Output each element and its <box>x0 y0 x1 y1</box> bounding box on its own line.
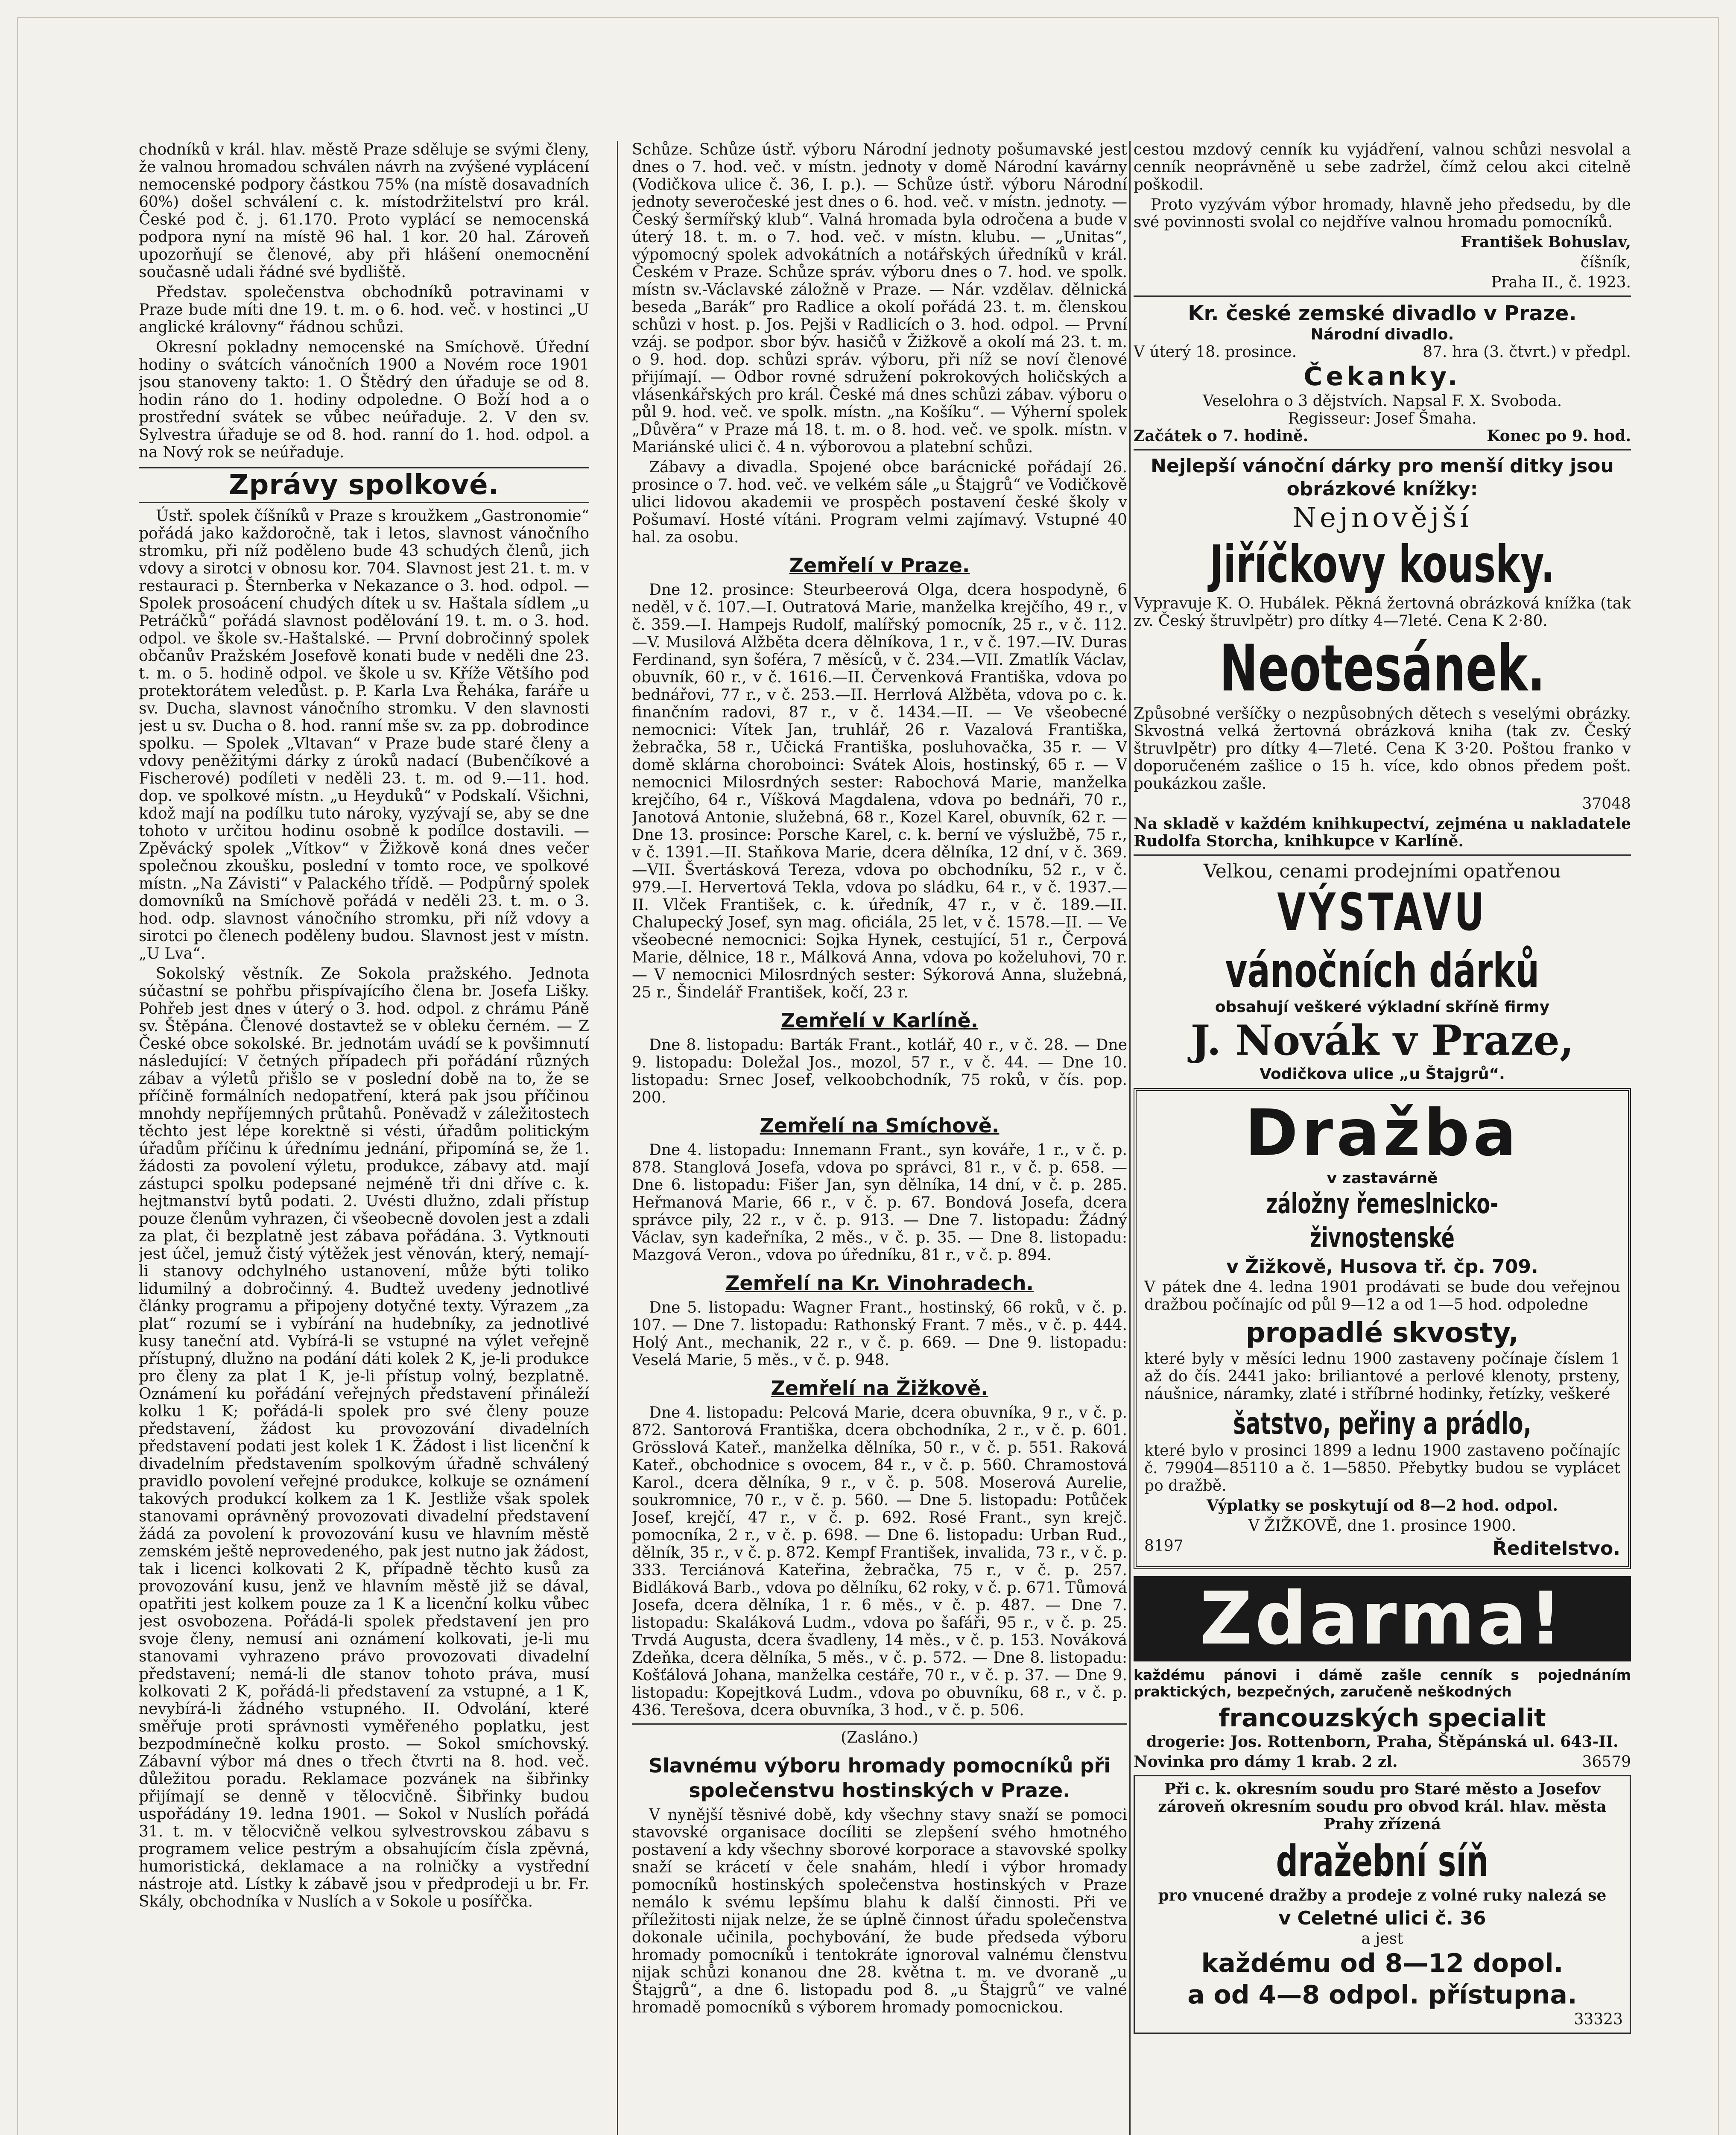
theatre-subtitle: Národní divadlo. <box>1310 326 1454 343</box>
divider <box>1134 449 1631 450</box>
zdarma-footer <box>1134 1753 1631 1771</box>
column-1 <box>139 141 589 2135</box>
divider <box>1134 295 1631 297</box>
drazba-line2: záložny řemeslnicko-živnostenské <box>1266 1188 1499 1254</box>
drazba-footer <box>1144 1537 1620 1560</box>
article-spolky: Ústř. spolek číšníků v Praze s kroužkem „Gastronomie“ pořádá jako každoročně, tak i letos, slavnost vánočního stromku, při níž poděleno bude 43 schudých členů, jich vdovy a sirotci v obnosu kor. 704. Slavnost jest 21. t. m. v restauraci p. Šternberka v Nekazance o 3. hod. odpol. — Spolek prosoácení chudých dítek u sv. Haštala sídlem „u Petráčků“ pořádá slavnost podělování 19. t. m. o 3. hod. odpol. ve škole sv.-Haštalské. — První dobročinný spolek občanův Pražském Josefově konati bude v neděli dne 23. t. m. o 5. hodině odpol. ve škole u sv. Kříže Většího pod protektorátem veledůst. p. P. Karla Lva Řeháka, faráře u sv. Ducha, slavnost vánočního stromku. V den slavnosti jest u sv. Ducha o 8. hod. ranní mše sv. za pp. dobrodince spolku. — Spolek „Vltavan“ v Praze bude staré členy a vdovy peněžitými dárky z úroků nadací (Bubenčíkové a Fischerové) podíleti v neděli 23. t. m. od 9.—11. hod. dop. ve spolkové místn. „u Heyduků“ v Podskalí. Všichni, kdož mají na podílku tuto nároky, vyzývají se, aby se dne tohoto v určitou hodinu osobně k podílce dostavili. — Zpěvácký spolek „Vítkov“ v Žižkově koná dnes večer společnou zkoušku, poslední v tomto roce, ve spolkové místn. „Na Závisti“ v Palackého třídě. — Podpůrný spolek domovníků na Smíchově pořádá v neděli 23. t. m. o 3. hod. odp. slavnost vánočního stromku, při níž vdovy a sirotci po členech poděleny budou. Slavnost jest v místn. „U Lva“. <box>139 507 589 962</box>
zaslano-label: (Zasláno.) <box>841 1729 918 1746</box>
novak-sub: obsahují veškeré výkladní skříně firmy <box>1215 998 1550 1016</box>
divider <box>1134 854 1631 856</box>
letter-continuation: cestou mzdový cenník ku vyjádření, valnou schůzi nesvolal a cenník neoprávněně u sebe zadržel, čímž celou akci citelně poškodil. <box>1134 141 1631 193</box>
deaths-smichov: Dne 4. listopadu: Innemann Frant., syn kováře, 1 r., v č. p. 878. Stanglová Josefa, vdova po správci, 81 r., v č. p. 658. — Dne 6. listopadu: Fišer Jan, syn dělníka, 14 dní, v č. p. 285. Heřmanová Marie, 66 r., v č. p. 67. Bondová Josefa, dcera správce pily, 22 r., v č. p. 913. — Dne 7. listopadu: Žádný Václav, syn kadeřníka, 2 měs., v č. p. 35. — Dne 8. listopadu: Mazgová Veron., vdova po úředníku, 81 r., v č. p. 894. <box>632 1141 1127 1264</box>
novak-name: J. Novák v Praze, <box>1190 1016 1574 1065</box>
heading-zemreli-praha: Zemřelí v Praze. <box>789 554 970 577</box>
theatre-play: Čekanky. <box>1303 362 1461 392</box>
novak-word2-wrap <box>1134 943 1631 998</box>
sin-address: v Celetné ulici č. 36 <box>1278 1907 1486 1929</box>
zdarma-novinka: Novinka pro dámy 1 krab. 2 zl. <box>1134 1753 1398 1771</box>
sin-text1: Při c. k. okresním soudu pro Staré město a Josefov zároveň okresním soudu pro obvod král. hlav. města Prahy zřízená <box>1158 1780 1607 1833</box>
section-title-spolkove: Zprávy spolkové. <box>139 467 589 503</box>
deaths-praha: Dne 12. prosince: Steurbeerová Olga, dcera hospodyně, 6 neděl, v č. 107.—I. Outratová Marie, manželka krejčího, 49 r., v č. 359.—I. Hampejs Rudolf, malířský pomocník, 25 r., v č. 112.—V. Musilová Alžběta dcera dělníkova, 1 r., v č. 197.—IV. Duras Ferdinand, syn šoféra, 7 měsíců, v č. 234.—VII. Zmatlík Václav, obuvník, 60 r., v č. 1616.—II. Červenková Františka, vdova po bednářovi, 77 r., v č. 253.—II. Herrlová Alžběta, vdova po c. k. finančním radovi, 87 r., v č. 1434.—II. — Ve všeobecné nemocnici: Vítek Jan, truhlář, 26 r. Vazalová Františka, žebračka, 58 r., Učická Františka, posluhovačka, 35 r. — V domě sklárna choroboinci: Svátek Alois, hostinský, 65 r. — V nemocnici Milosrdných sester: Rabochová Marie, manželka krejčího, 64 r., Víšková Magdalena, vdova po bednáři, 70 r., Janotová Antonie, služebná, 68 r., Kozel Karel, obuvník, 62 r. — Dne 13. prosince: Porsche Karel, c. k. berní ve výslužbě, 75 r., v č. 1391.—II. Staňkova Marie, dcera dělníka, 12 dní, v č. 369.—VII. Švertásková Tereza, vdova po obchodníku, 52 r., v č. 979.—I. Hervertová Tekla, vdova po sládku, 64 r., v č. 1937.—II. Vlček František, c. k. úředník, 47 r., v č. 189.—II. Chalupecký Josef, syn mag. oficiála, 25 let, v č. 1578.—II. — Ve všeobecné nemocnici: Sojka Hynek, cestující, 51 r., Čerpová Marie, dělnice, 18 r., Málková Anna, vdova po koželuhovi, 70 r. — V nemocnici Milosrdných sester: Sýkorová Anna, služebná, 25 r., Šindelář František, kočí, 23 r. <box>632 581 1127 1001</box>
novak-word2: vánočních dárků <box>1225 943 1540 998</box>
drazba-number: 8197 <box>1144 1537 1184 1555</box>
books-title-2-wrap <box>1134 632 1631 705</box>
sin-text2: pro vnucené dražby a prodeje z volné ruky nalezá se <box>1158 1886 1607 1904</box>
signature-role: číšník, <box>1580 254 1631 271</box>
theatre-performance: 87. hra (3. čtvrt.) v předpl. <box>1423 343 1631 361</box>
drazba-text1: V pátek dne 4. ledna 1901 prodávati se bude dou veřejnou dražbou počínajíc od půl 9—12 a od 1—5 hod. odpoledne <box>1144 1278 1620 1313</box>
drazba-sign: Ředitelstvo. <box>1492 1538 1620 1559</box>
books-title-2: Neotesánek. <box>1219 632 1545 706</box>
divider <box>632 1723 1127 1725</box>
heading-slavnemu-vyboru: Slavnému výboru hromady pomocníků při společenstvu hostinských v Praze. <box>648 1754 1111 1802</box>
novak-word1-wrap <box>1134 883 1631 943</box>
ad-drazba <box>1134 1088 1631 1569</box>
heading-zemreli-vinohrady: Zemřelí na Kr. Vinohradech. <box>725 1272 1034 1295</box>
ad-novak <box>1134 860 1631 1083</box>
heading-zemreli-zizkov: Zemřelí na Žižkově. <box>771 1377 988 1400</box>
drazba-place: V ŽIŽKOVĚ, dne 1. prosince 1900. <box>1248 1517 1517 1535</box>
signature-place: Praha II., č. 1923. <box>1491 274 1631 291</box>
drazba-label1: propadlé skvosty, <box>1245 1317 1519 1349</box>
books-title-1-wrap <box>1134 535 1631 595</box>
drazba-title: Dražba <box>1245 1096 1520 1170</box>
theatre-end: Konec po 9. hod. <box>1487 427 1631 445</box>
drazba-label2: šatstvo, peřiny a prádlo, <box>1233 1406 1531 1441</box>
letter-appeal: Proto vyzývám výbor hromady, hlavně jeho předsedu, by dle své povinnosti svolal co nejdříve valnou hromadu pomocníků. <box>1134 196 1631 231</box>
column-2 <box>632 141 1127 2135</box>
deaths-zizkov: Dne 4. listopadu: Pelcová Marie, dcera obuvníka, 9 r., v č. p. 872. Santorová Františka, dcera obchodníka, 2 r., v č. p. 601. Grösslová Kateř., manželka dělníka, 50 r., v č. p. 551. Raková Kateř., obchodnice s ovocem, 84 r., v č. p. 560. Chramostová Karol., dcera dělníka, 9 r., v č. p. 508. Moserová Aurelie, soukromnice, 70 r., v č. p. 560. — Dne 5. listopadu: Potůček Josef, krejčí, 47 r., v č. p. 692. Rosé Frant., syn krejč. pomocníka, 2 r., v č. p. 698. — Dne 6. listopadu: Urban Rud., dělník, 35 r., v č. p. 872. Kempf František, invalida, 73 r., v č. p. 333. Terciánová Kateřina, žebračka, 75 r., v č. p. 257. Bidláková Barb., vdova po dělníku, 62 roky, v č. p. 671. Tůmová Josefa, dcera dělníka, 1 r. 6 měs., v č. p. 487. — Dne 7. listopadu: Skaláková Ludm., vdova po šafáři, 95 r., v č. p. 25. Trvdá Augusta, dcera švadleny, 14 měs., v č. p. 153. Nováková Zdeňka, dcera dělníka, 5 měs., v č. p. 572. — Dne 8. listopadu: Košťálová Johana, manželka cestáře, 70 r., v č. p. 37. — Dne 9. listopadu: Kopejtková Ludm., vdova po obuvníku, 68 r., v č. p. 436. Terešova, dcera obuvníka, 3 hod., v č. p. 506. <box>632 1404 1127 1719</box>
books-ad-number: 37048 <box>1582 795 1631 813</box>
theatre-listing <box>1134 301 1631 445</box>
letter-slavnemu-vyboru: V nynější těsnivé době, kdy všechny stavy snaží se pomoci stavovské organisace docíliti se zlepšení svého hmotného postavení a kdy všechny sborové korporace a stavovské spolky snaží se krácetí v čele snahám, hledí i výbor hromady pomocníků hostinských společenstva hostinských v Praze nemálo k svému lepšímu blahu k další činnosti. Při ve příležitosti nijak nelze, že se úplně činnost úřadu společenstva dokonale učinila, pochybování, že bude předseda výboru hromady pomocníků i tentokráte ignoroval valnému členstvu nijak schůzi konanou dne 28. května t. m. ve dvoraně „u Štajgrů“, a dne 6. listopadu pod 8. „u Štajgrů“ ve valné hromadě pomocníků s výborem hromady pomocnickou. <box>632 1806 1127 2016</box>
theatre-date-row <box>1134 343 1631 361</box>
drazba-text4: Výplatky se poskytují od 8—2 hod. odpol. <box>1207 1497 1558 1515</box>
deaths-vinohrady: Dne 5. listopadu: Wagner Frant., hostinský, 66 roků, v č. p. 107. — Dne 7. listopadu: Rathonský Frant. 7 měs., v č. p. 444. Holý Ant., mechanik, 22 r., v č. p. 669. — Dne 9. listopadu: Veselá Marie, 5 měs., v č. p. 948. <box>632 1299 1127 1369</box>
signature-name: František Bohuslav, <box>1461 233 1631 251</box>
column-rule-1 <box>617 141 618 2135</box>
sin-number: 33323 <box>1574 2011 1623 2028</box>
books-title-1: Jiříčkovy kousky. <box>1210 535 1555 594</box>
ad-drazebni-sin <box>1134 1775 1631 2034</box>
zdarma-text: každému pánovi i dámě zašle cenník s pojednáním praktických, bezpečných, zaručeně neškodných <box>1134 1667 1631 1700</box>
heading-zemreli-karlin: Zemřelí v Karlíně. <box>780 1009 979 1032</box>
books-headline: Nejlepší vánoční dárky pro menší ditky jsou obrázkové knížky: <box>1151 455 1614 500</box>
deaths-karlin: Dne 8. listopadu: Barták Frant., kotlář, 40 r., v č. 28. — Dne 9. listopadu: Doležal Jos., mozol, 57 r., v č. 44. — Dne 10. listopadu: Srnec Josef, velkoobchodník, 75 roků, v čís. pop. 200. <box>632 1036 1127 1106</box>
sin-label: dražební síň <box>1276 1836 1489 1886</box>
ad-books <box>1134 455 1631 850</box>
novak-intro: Velkou, cenami prodejními opatřenou <box>1204 860 1561 882</box>
heading-zemreli-smichov: Zemřelí na Smíchově. <box>760 1114 1000 1137</box>
theatre-title: Kr. české zemské divadlo v Praze. <box>1188 301 1577 325</box>
drazba-line1: v zastavárně <box>1327 1170 1438 1187</box>
zdarma-banner: Zdarma! <box>1134 1576 1631 1661</box>
column-rule-2 <box>1129 141 1131 2135</box>
zdarma-shop: drogerie: Jos. Rottenborn, Praha, Štěpánská ul. 643-II. <box>1146 1733 1619 1751</box>
drazba-text2: které byly v měsíci lednu 1900 zastaveny počínaje číslem 1 až do čís. 2441 jako: briliantové a perlové klenoty, prsteny, náušnice, náramky, zlaté i stříbrné hodinky, řetízky, veškeré <box>1144 1350 1620 1403</box>
notice-predstavenstvo: Představ. společenstva obchodníků potravinami v Praze bude míti dne 19. t. m. o 6. hod. več. v hostinci „U anglické královny“ řádnou schůzi. <box>139 284 589 336</box>
zdarma-number: 36579 <box>1582 1753 1631 1771</box>
books-newest: Nejnovější <box>1292 502 1472 534</box>
article-schuze: Schůze. Schůze ústř. výboru Národní jednoty pošumavské jest dnes o 7. hod. več. v místn. jednoty v domě Národní kavárny (Vodičkova ulice č. 36, I. p.). — Schůze ústř. výboru Národní jednoty severočeské jest dnes o 6. hod. več. v místn. jednoty. — Český šermířský klub“. Valná hromada byla odročena a bude v úterý 18. t. m. o 7. hod. več. v místn. klubu. — „Unitas“, výpomocný spolek advokátních a notářských úředníků v král. Českém v Praze. Schůze správ. výboru dnes o 7. hod. ve spolk. místn sv.-Václavské záložně v Praze. — Nár. vzdělav. dělnická beseda „Barák“ pro Radlice a okolí pořádá 23. t. m. členskou schůzi v host. p. Jos. Pejši v Radlicích o 3. hod. odpol. — První vzáj. se podpor. sbor býv. hasičů v Žižkově a okolí má 23. t. m. o 9. hod. dop. schůzi správ. výboru, při níž se noví členové přijímají. — Odbor rovné sdružení pokrokových holičských a vlásenkářských pro král. České má dnes schůzi zábav. výboru o půl 9. hod. več. ve spolk. místn. „na Košíku“. — Výherní spolek „Důvěra“ v Praze má 18. t. m. o 8. hod. več. ve spolk. místn. v Mariánské ulici č. 4 n. výborovou a platební schůzi. <box>632 141 1127 456</box>
books-publisher: Na skladě v každém knihkupectví, zejména u nakladatele Rudolfa Storcha, knihkupce v Karlíně. <box>1134 815 1631 850</box>
sin-hours2: a od 4—8 odpol. přístupna. <box>1187 1980 1577 2010</box>
theatre-times <box>1134 427 1631 445</box>
drazba-label2-wrap <box>1144 1405 1620 1442</box>
novak-word1: VÝSTAVU <box>1277 883 1488 942</box>
sin-jest: a jest <box>1361 1930 1403 1948</box>
theatre-start: Začátek o 7. hodině. <box>1134 427 1309 445</box>
drazba-line3: v Žižkově, Husova tř. čp. 709. <box>1226 1256 1538 1278</box>
notice-okresni-pokladna: Okresní pokladny nemocenské na Smíchově. Úřední hodiny o svátcích vánočních 1900 a Novém roce 1901 jsou stanoveny takto: 1. O Štědrý den úřaduje se od 8. hodin ráno do 1. hodiny odpoledne. O Boží hod a o prostřední svátek se vůbec neúřaduje. 2. V den sv. Sylvestra úřaduje se od 8. hod. ranní do 1. hod. odpol. a na Nový rok se neúřaduje. <box>139 339 589 461</box>
novak-address: Vodičkova ulice „u Štajgrů“. <box>1260 1065 1505 1083</box>
theatre-date: V úterý 18. prosince. <box>1134 343 1297 361</box>
sin-label-wrap <box>1142 1836 1623 1887</box>
theatre-description: Veselohra o 3 dějstvích. Napsal F. X. Svoboda. <box>1202 392 1562 410</box>
sin-hours1: každému od 8—12 dopol. <box>1201 1948 1564 1978</box>
article-sokolsky-vestnik: Sokolský věstník. Ze Sokola pražského. Jednota súčastní se pohřbu přispívajícího člena br. Josefa Lišky. Pohřeb jest dnes v úterý o 3. hod. odpol. z chrámu Páně sv. Štěpána. Členové dostavtež se v obleku černém. — Z České obce sokolské. Br. jednotám uvádí se k povšimnutí následující: V četných případech při pořádání různých zábav a výletů přišlo se v poslední době na to, že se příčině formálních nedopatření, která pak jsou příčinou mnohdy nepříjemných průtahů. Poněvadž v záležitostech těchto jest lépe korektně si vésti, úřadům politickým úřadům příčinu k úřednímu jednání, připomíná se, že 1. žádosti za povolení výletu, produkce, zábavy atd. mají zástupci spolku podepsané nejméně tři dni dříve c. k. hejtmanství bytů podati. 2. Uvésti dlužno, zdali přístup pouze členům vyhrazen, či všeobecně dovolen jest a zdali za plat, či bezplatně jest zábava pořádána. 3. Vytknouti jest účel, jemuž čistý výtěžek jest věnován, který, nemají-li stanovy odchylného ustanovení, může býti toliko lidumilný a dobročinný. 4. Budtež uvedeny jednotlivé články programu a připojeny dotyčné texty. Výrazem „za plat“ rozumí se i vybírání na hudebníky, za jednotlivé kusy taneční atd. Vybírá-li se vstupné na výlet veřejně přístupný, dlužno na podání dáti kolek 2 K, je-li produkce pro členy za plat 1 K, je-li přístup volný, bezplatně. Oznámení ku pořádání veřejných představení přináleží kolku 1 K; pořádá-li spolek pro své členy pouze představení, žádost ku provozování divadelních představení podati jest kolek 1 K. Žádost i list licenční k divadelním představením spolkovým úřadně schválený pravidlo povolení veřejné produkce, kolkuje se oznámení takových produkcí kolkem za 1 K. Jestliže však spolek stanovami oprávněný provozovati divadelní představení žádá za povolení k provozování kusu ve hlavním městě zemském ještě neprovedeného, pak jest nutno jak žádost, tak i licenci kolkovati 2 K, případně těchto kusů za provozování kusu, jenž ve hlavním městě již se dával, opatřiti jest kolkem pouze za 1 K a licenční kolku vůbec jest osvobozena. Pořádá-li spolek představení jen pro svoje členy, nemusí ani oznámení kolkovati, je-li mu stanovami vyhrazeno právo provozovati divadelní představení; nemá-li dle stanov tohoto práva, musí kolkovati 2 K, pořádá-li představení za vstupné, a 1 K, nevybírá-li žádného vstupného. II. Odvolání, které směřuje proti správnosti vyměřeného poplatku, jest bezpodmínečně kolku prosto. — Sokol smíchovský. Zábavní výbor má dnes o třech čtvrti na 8. hod. več. důležitou poradu. Reklamace pozvánek na šibřinky přijímají se denně v tělocvičně. Šibřinky budou uspořádány 19. ledna 1901. — Sokol v Nuslích pořádá 31. t. m. v tělocvičně velkou sylvestrovskou zábavu s programem velice pestrým a obsahujícím čísla zpěvná, humoristická, deklamace a na rolničky a vystřední nástroje atd. Lístky k zábavě jsou v předprodeji u br. Fr. Skály, obchodníka v Nuslích a v Sokole u posířčka. <box>139 965 589 1910</box>
ad-zdarma <box>1134 1667 1631 1771</box>
zdarma-label: francouzských specialit <box>1219 1703 1546 1732</box>
drazba-text3: které bylo v prosinci 1899 a lednu 1900 zastaveno počínajíc č. 79904—85110 a č. 1—5850. Přebytky budou se vyplácet po dražbě. <box>1144 1442 1620 1494</box>
theatre-director: Regisseur: Josef Šmaha. <box>1288 410 1477 427</box>
books-desc-2: Způsobné veršíčky o nezpůsobných dětech s veselými obrázky. Skvostná velká žertovná obrázková kniha (tak zv. Český štruvlpětr) pro dítky 4—7leté. Cena K 3·20. Poštou franko v doporučeném zašlice o 15 h. více, kdo obnos předem pošt. poukázkou zašle. <box>1134 705 1631 793</box>
drazba-line2-wrap <box>1144 1187 1620 1255</box>
article-zabavy: Zábavy a divadla. Spojené obce barácnické pořádají 26. prosince o 7. hod. več. ve velkém sále „u Štajgrů“ ve Vodičkově ulici lidovou akademii ve prospěch postavení české školy v Pošumaví. Hosté vítáni. Program velmi zajímavý. Vstupné 40 hal. za osobu. <box>632 459 1127 546</box>
column-3 <box>1134 141 1631 2135</box>
notice-nemocenska: chodníků v král. hlav. městě Praze sděluje se svými členy, že valnou hromadou schválen návrh na zvýšené vyplácení nemocenské podpory částkou 75% (na místě dosavadních 60%) došel schválení c. k. místodržitelství pro král. České pod č. j. 61.170. Proto vyplácí se nemocenská podpora nyní na místě 96 hal. 1 kor. 20 hal. Zároveň upozorňují se členové, aby při hlášení onemocnění současně udali řádné své bydliště. <box>139 141 589 281</box>
books-desc-1: Vypravuje K. O. Hubálek. Pěkná žertovná obrázková knížka (tak zv. Český štruvlpětr) pro dítky 4—7leté. Cena K 2·80. <box>1134 595 1631 630</box>
